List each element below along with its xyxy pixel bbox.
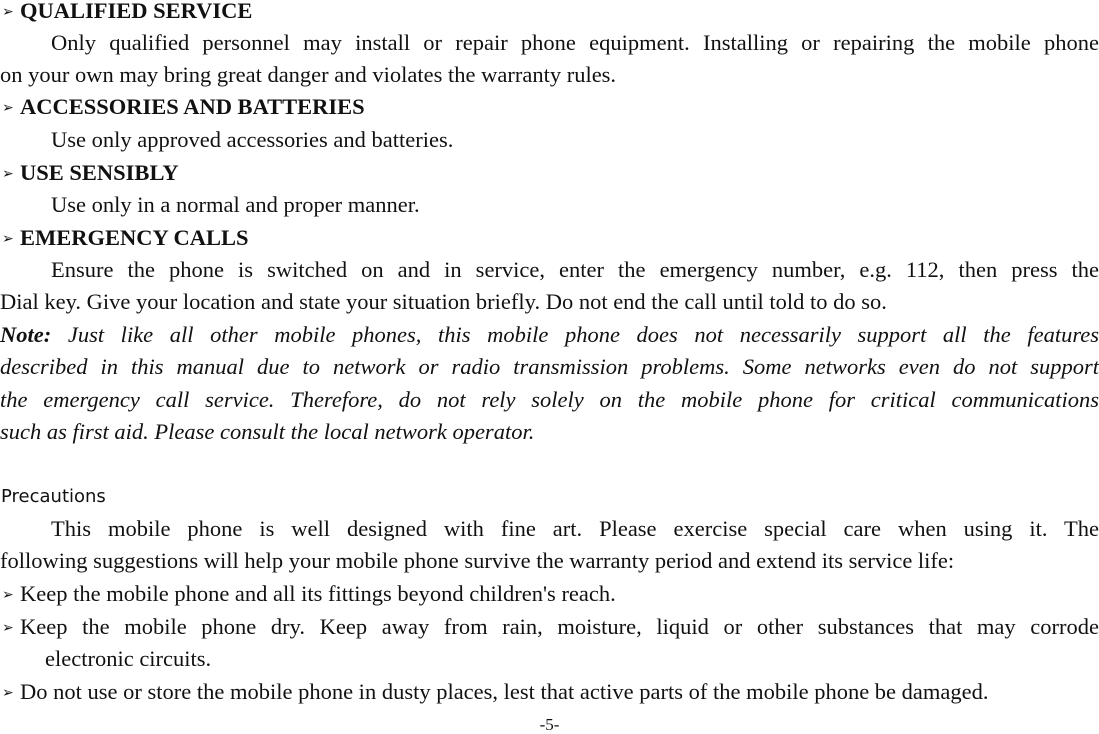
paragraph-line: Ensure the phone is switched on and in service, enter the emergency number, e.g. 112, then press the	[51, 257, 1099, 282]
paragraph-line: This mobile phone is well designed with fine art. Please exercise special care when using it. The	[51, 516, 1099, 541]
arrow-bullet-icon: ➢	[2, 167, 14, 182]
note-label: Note:	[0, 322, 52, 347]
arrow-bullet-icon: ➢	[2, 232, 14, 247]
paragraph-line: Dial key. Give your location and state your situation briefly. Do not end the call until told to do so.	[0, 289, 887, 314]
heading-qualified-service: ➢ QUALIFIED SERVICE	[0, 0, 1099, 30]
paragraph-line: Use only approved accessories and batteries.	[51, 127, 454, 152]
list-item: ➢ Keep the mobile phone dry. Keep away from rain, moisture, liquid or other substances that may corrode	[0, 611, 1099, 646]
paragraph-line: Only qualified personnel may install or repair phone equipment. Installing or repairing the mobile phone	[51, 30, 1099, 55]
heading-accessories-batteries: ➢ ACCESSORIES AND BATTERIES	[0, 91, 1099, 126]
note-line: Note: Just like all other mobile phones, this mobile phone does not necessarily support all the features	[0, 322, 1099, 347]
paragraph-line: following suggestions will help your mobile phone survive the warranty period and extend its service life:	[0, 548, 955, 573]
note-line: described in this manual due to network or radio transmission problems. Some networks even do not support	[0, 354, 1099, 379]
arrow-bullet-icon: ➢	[2, 621, 14, 636]
paragraph-line: on your own may bring great danger and violates the warranty rules.	[0, 62, 617, 87]
paragraph-line: Use only in a normal and proper manner.	[51, 192, 420, 217]
list-item: ➢ Keep the mobile phone and all its fittings beyond children's reach.	[0, 578, 1099, 613]
arrow-bullet-icon: ➢	[2, 588, 14, 603]
note-line: the emergency call service. Therefore, do not rely solely on the mobile phone for critical communications	[0, 387, 1099, 412]
heading-emergency-calls: ➢ EMERGENCY CALLS	[0, 222, 1099, 257]
section-title-precautions: Precautions	[1, 486, 106, 507]
page-number: -5-	[539, 715, 560, 734]
arrow-bullet-icon: ➢	[2, 5, 14, 20]
heading-use-sensibly: ➢ USE SENSIBLY	[0, 157, 1099, 192]
arrow-bullet-icon: ➢	[2, 101, 14, 116]
list-item: ➢ Do not use or store the mobile phone in dusty places, lest that active parts of the mobile phone be damaged.	[0, 676, 1099, 711]
list-item-continuation: electronic circuits.	[45, 646, 212, 671]
arrow-bullet-icon: ➢	[2, 686, 14, 701]
note-line: such as first aid. Please consult the local network operator.	[0, 419, 535, 444]
